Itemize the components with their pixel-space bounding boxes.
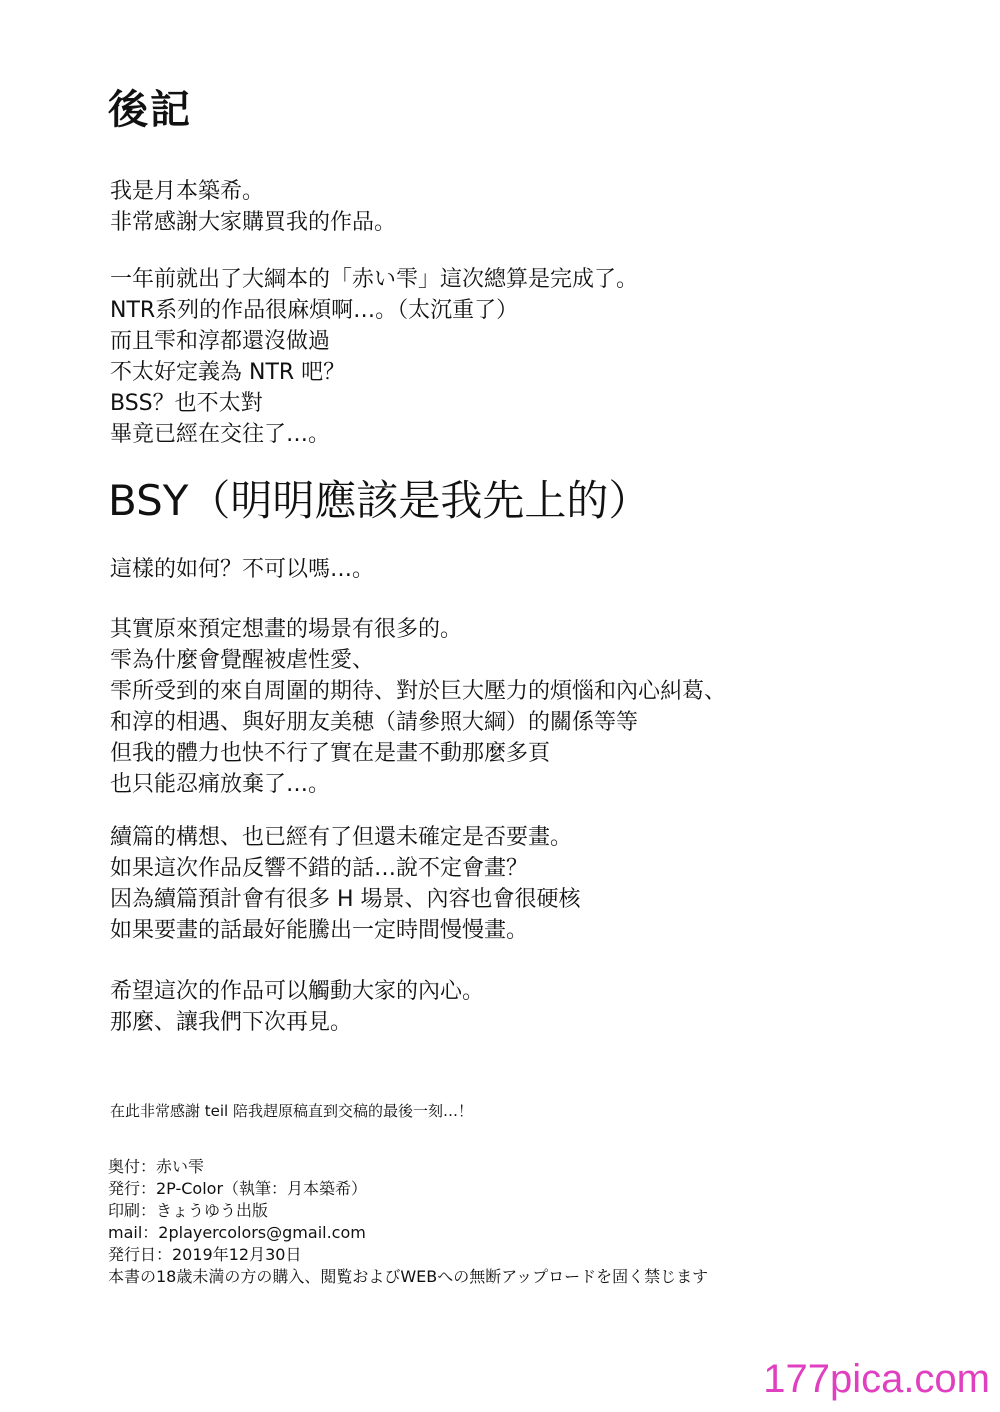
colophon-row: mail：2playercolors@gmail.com <box>108 1223 366 1242</box>
text-line: 續篇的構想、也已經有了但還未確定是否要畫。 <box>110 825 573 850</box>
text-line: 因為續篇預計會有很多 H 場景、內容也會很硬核 <box>110 887 581 912</box>
colophon <box>108 1156 708 1288</box>
text-line: NTR系列的作品很麻煩啊…。（太沉重了） <box>110 298 519 323</box>
colophon-row: 奥付：赤い雫 <box>108 1157 205 1176</box>
paragraph-question <box>110 554 970 585</box>
watermark: 177pica.com <box>763 1357 990 1401</box>
text-line: 雫所受到的來自周圍的期待、對於巨大壓力的煩惱和內心糾葛、 <box>110 679 727 704</box>
paragraph-story <box>110 264 970 450</box>
text-line: 如果要畫的話最好能騰出一定時間慢慢畫。 <box>110 918 529 943</box>
text-line: 不太好定義為 NTR 吧？ <box>110 360 346 385</box>
paragraph-closing <box>110 976 970 1038</box>
colophon-row: 本書の18歳未満の方の購入、閲覧およびWEBへの無断アップロードを固く禁じます <box>108 1267 709 1286</box>
text-line: 一年前就出了大綱本的「赤い雫」這次總算是完成了。 <box>110 267 639 292</box>
colophon-row: 発行日：2019年12月30日 <box>108 1245 302 1264</box>
text-line: 和淳的相遇、與好朋友美穂（請參照大綱）的關係等等 <box>110 710 639 735</box>
text-line: BSS？也不太對 <box>110 391 263 416</box>
text-line: 如果這次作品反響不錯的話…說不定會畫？ <box>110 856 529 881</box>
page-title: 後記 <box>108 87 192 133</box>
paragraph-greeting <box>110 176 970 238</box>
text-line: 也只能忍痛放棄了…。 <box>110 772 331 797</box>
paragraph-sequel <box>110 822 970 946</box>
text-line: 希望這次的作品可以觸動大家的內心。 <box>110 979 485 1004</box>
text-line: 那麼、讓我們下次再見。 <box>110 1010 353 1035</box>
text-line: 畢竟已經在交往了…。 <box>110 422 331 447</box>
text-line: 但我的體力也快不行了實在是畫不動那麼多頁 <box>110 741 551 766</box>
colophon-row: 印刷：きょうゆう出版 <box>108 1201 269 1220</box>
text-line: 這樣的如何？不可以嗎…。 <box>110 557 375 582</box>
colophon-row: 発行：2P-Color（執筆：月本築希） <box>108 1179 368 1198</box>
big-heading: BSY（明明應該是我先上的） <box>108 476 651 525</box>
thanks-note: 在此非常感謝 teil 陪我趕原稿直到交稿的最後一刻…！ <box>110 1102 473 1120</box>
text-line: 我是月本築希。 <box>110 179 265 204</box>
text-line: 雫為什麼會覺醒被虐性愛、 <box>110 648 375 673</box>
text-line: 其實原來預定想畫的場景有很多的。 <box>110 617 463 642</box>
text-line: 非常感謝大家購買我的作品。 <box>110 210 397 235</box>
text-line: 而且雫和淳都還沒做過 <box>110 329 331 354</box>
paragraph-scenes <box>110 614 970 800</box>
